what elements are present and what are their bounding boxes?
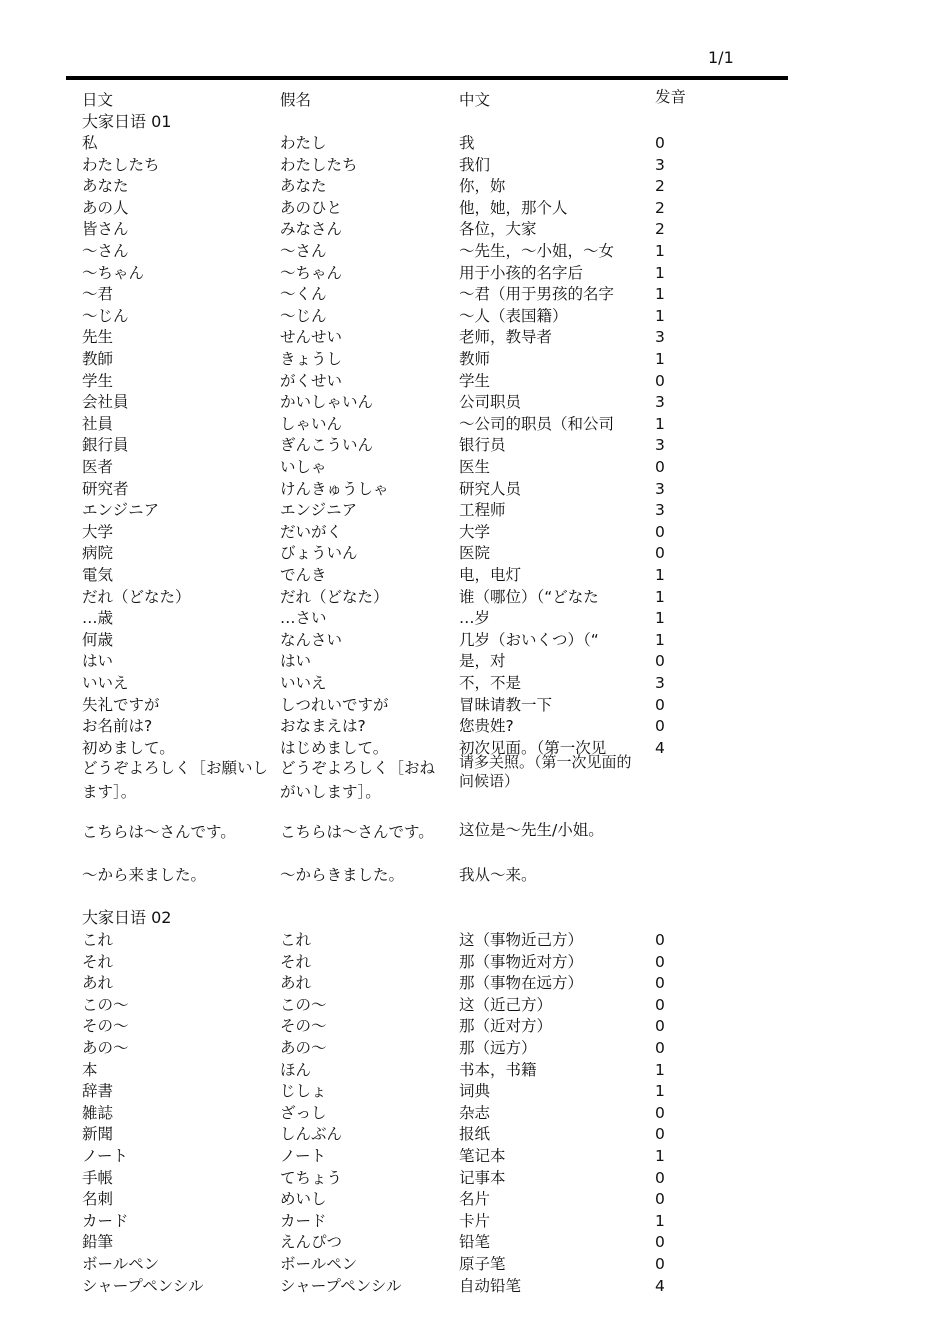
vocab-japanese: 銀行員 [82,436,129,455]
vocab-kana: せんせい [280,328,343,347]
vocab-chinese: 那（远方） [459,1039,537,1057]
vocab-japanese: 手帳 [82,1168,114,1187]
vocab-pronunciation: 1 [655,285,665,304]
vocab-pronunciation: 1 [655,414,665,433]
header-kana: 假名 [280,91,312,109]
vocab-japanese: …歳 [82,609,114,628]
vocab-japanese: 初めまして。 [82,738,175,757]
vocab-kana: がくせい [280,371,343,390]
vocab-pronunciation: 0 [655,717,665,736]
vocab-kana: …さい [280,609,327,628]
vocab-chinese: 自动铅笔 [459,1276,522,1295]
vocab-japanese: これ [82,931,114,949]
vocab-pronunciation: 1 [655,587,665,606]
vocab-pronunciation: 3 [655,328,665,347]
vocab-chinese: 教师 [459,350,491,368]
vocab-japanese: シャープペンシル [82,1276,204,1295]
vocab-kana: ～さん [280,242,327,260]
vocab-kana: でんき [280,566,327,584]
vocab-pronunciation: 0 [655,134,665,152]
vocab-japanese: その～ [82,1017,129,1036]
vocab-chinese: ～公司的职员（和公司 [459,414,615,433]
vocab-pronunciation: 1 [655,1147,665,1165]
vocab-chinese: 书本，书籍 [459,1060,537,1079]
vocab-japanese: お名前は? [82,717,153,736]
vocab-japanese: カード [82,1211,129,1230]
vocab-kana: ほん [280,1060,312,1079]
vocab-pronunciation: 0 [655,1103,665,1122]
vocab-chinese: 谁（哪位）（“どなた [459,587,599,606]
vocab-chinese: 铅笔 [459,1233,491,1252]
vocab-chinese: 冒昧请教一下 [459,695,553,714]
vocab-japanese: 失礼ですが [82,695,160,714]
vocab-kana: えんぴつ [280,1233,343,1252]
vocab-chinese: 大学 [459,522,491,541]
vocab-japanese: ～ちゃん [82,263,145,282]
vocab-japanese: 何歳 [82,630,114,649]
vocab-chinese: 这（近己方） [459,995,553,1014]
vocab-kana: ～ちゃん [280,263,343,282]
vocab-chinese: 几岁（おいくつ）（“ [459,630,599,649]
vocab-pronunciation: 1 [655,242,665,260]
vocab-kana: その～ [280,1017,327,1036]
vocab-kana: それ [280,952,312,971]
vocab-kana: なんさい [280,630,343,649]
vocab-kana: エンジニア [280,501,358,520]
vocab-kana: だいがく [280,522,343,541]
vocab-kana: あの～ [280,1039,327,1057]
vocab-kana: おなまえは? [280,717,366,736]
vocab-pronunciation: 1 [655,350,665,368]
vocab-chinese: 那（事物近对方） [459,952,584,971]
vocab-japanese: あれ [82,974,114,993]
vocab-pronunciation: 3 [655,479,665,498]
header-chinese: 中文 [459,91,491,109]
vocab-kana: しんぶん [280,1125,343,1144]
vocab-japanese: 電気 [82,566,114,584]
vocab-chinese: ～人（表国籍） [459,306,568,325]
vocab-chinese: …岁 [459,609,491,628]
vocab-chinese: 他，她，那个人 [459,198,568,217]
vocab-pronunciation: 0 [655,652,665,671]
vocab-japanese: いいえ [82,674,129,692]
vocab-japanese: 雑誌 [82,1103,114,1122]
vocab-japanese: 会社員 [82,393,129,412]
vocab-japanese: 鉛筆 [82,1233,114,1252]
vocab-kana: きょうし [280,350,343,368]
vocab-chinese: 各位，大家 [459,220,537,239]
vocab-kana: あのひと [280,198,343,217]
vocab-kana: はじめまして。 [280,738,389,757]
vocab-japanese: 社員 [82,414,114,433]
vocab-chinese: 老师，教导者 [459,328,553,347]
vocab-pronunciation: 4 [655,738,665,757]
vocab-chinese: 您贵姓? [459,717,514,736]
vocab-pronunciation: 3 [655,674,665,692]
vocab-pronunciation: 0 [655,952,665,971]
multi-row-kana: こちらは～さんです。 [280,823,434,841]
vocab-pronunciation: 2 [655,198,665,217]
vocab-japanese: 私 [82,134,98,152]
vocab-kana: カード [280,1211,327,1230]
vocab-pronunciation: 0 [655,1190,665,1209]
vocab-kana: しつれいですが [280,695,389,714]
vocab-kana: いしゃ [280,458,327,476]
header-japanese: 日文 [82,91,114,109]
vocab-chinese: 医生 [459,458,491,476]
vocab-kana: だれ（どなた） [280,587,389,606]
vocab-chinese: 电，电灯 [459,566,522,584]
vocab-chinese: 笔记本 [459,1147,506,1165]
vocab-pronunciation: 0 [655,1039,665,1057]
vocab-pronunciation: 0 [655,995,665,1014]
vocab-japanese: 辞書 [82,1082,114,1101]
vocab-kana: しゃいん [280,414,343,433]
vocab-japanese: ノート [82,1147,129,1165]
vocab-pronunciation: 0 [655,1125,665,1144]
vocab-chinese: 银行员 [459,436,506,455]
vocab-japanese: ボールペン [82,1255,160,1273]
vocab-kana: ボールペン [280,1255,358,1273]
vocab-pronunciation: 3 [655,436,665,455]
vocab-kana: てちょう [280,1168,343,1187]
vocab-chinese: ～君（用于男孩的名字 [459,285,615,304]
vocab-japanese: 皆さん [82,220,129,239]
vocab-chinese: 那（事物在远方） [459,974,584,993]
vocab-pronunciation: 1 [655,1060,665,1079]
vocab-pronunciation: 0 [655,544,665,563]
vocab-chinese: 卡片 [459,1211,491,1230]
vocab-japanese: エンジニア [82,501,160,520]
vocab-japanese: だれ（どなた） [82,587,191,606]
multi-row-chinese: 这位是～先生/小姐。 [459,821,604,839]
vocab-kana: ノート [280,1147,327,1165]
vocab-chinese: ～先生，～小姐，～女 [459,242,615,260]
vocab-kana: これ [280,931,312,949]
multi-row-chinese: 请多关照。（第一次见面的问候语） [459,753,632,790]
vocab-japanese: この～ [82,995,129,1014]
vocab-chinese: 词典 [459,1082,491,1101]
vocab-chinese: 我 [459,134,475,152]
multi-row-kana: ～からきました。 [280,866,405,884]
vocab-pronunciation: 0 [655,458,665,476]
vocab-chinese: 我们 [459,155,491,174]
vocab-pronunciation: 0 [655,931,665,949]
vocab-chinese: 公司职员 [459,393,522,412]
vocab-chinese: 不，不是 [459,674,522,692]
vocab-chinese: 医院 [459,544,491,563]
vocab-chinese: 杂志 [459,1103,491,1122]
vocab-japanese: ～君 [82,285,114,304]
vocab-pronunciation: 0 [655,1233,665,1252]
vocab-japanese: ～じん [82,306,129,325]
multi-row-japanese: こちらは～さんです。 [82,823,236,841]
vocab-kana: ～じん [280,306,327,325]
vocab-pronunciation: 1 [655,1082,665,1101]
vocab-pronunciation: 1 [655,566,665,584]
vocab-chinese: 学生 [459,371,491,390]
vocab-chinese: 研究人员 [459,479,522,498]
vocab-pronunciation: 0 [655,695,665,714]
vocab-japanese: 新聞 [82,1125,114,1144]
vocab-japanese: 学生 [82,371,114,390]
vocab-japanese: わたしたち [82,155,160,174]
vocab-japanese: あの～ [82,1039,129,1057]
vocab-chinese: 工程师 [459,501,506,520]
vocab-kana: じしょ [280,1082,327,1101]
vocab-chinese: 那（近对方） [459,1017,553,1036]
vocab-pronunciation: 1 [655,263,665,282]
vocab-japanese: 先生 [82,328,114,347]
vocab-pronunciation: 1 [655,609,665,628]
vocab-chinese: 是，对 [459,652,506,671]
section-title: 大家日语 02 [82,908,172,927]
vocab-japanese: 大学 [82,522,114,541]
vocab-kana: ざっし [280,1103,327,1122]
vocab-chinese: 名片 [459,1190,491,1209]
vocab-pronunciation: 1 [655,306,665,325]
vocab-pronunciation: 0 [655,974,665,993]
vocab-kana: あなた [280,177,327,196]
vocab-japanese: 研究者 [82,479,129,498]
vocab-kana: わたしたち [280,155,358,174]
vocab-pronunciation: 2 [655,220,665,239]
vocab-chinese: 报纸 [459,1125,491,1144]
vocab-pronunciation: 0 [655,522,665,541]
vocab-pronunciation: 0 [655,1255,665,1273]
vocab-kana: はい [280,652,312,671]
vocab-kana: この～ [280,995,327,1014]
vocab-pronunciation: 0 [655,371,665,390]
vocab-chinese: 记事本 [459,1168,506,1187]
vocab-kana: けんきゅうしゃ [280,479,389,498]
vocab-japanese: 名刺 [82,1190,114,1209]
vocab-kana: わたし [280,134,327,152]
vocab-japanese: 医者 [82,458,114,476]
multi-row-japanese: どうぞよろしく［お願いします］。 [82,759,269,801]
multi-row-japanese: ～から来ました。 [82,866,207,884]
vocab-pronunciation: 1 [655,1211,665,1230]
vocab-kana: ぎんこういん [280,436,374,455]
vocab-pronunciation: 4 [655,1276,665,1295]
vocab-japanese: それ [82,952,114,971]
vocab-kana: シャープペンシル [280,1276,402,1295]
vocab-japanese: あなた [82,177,129,196]
vocab-pronunciation: 3 [655,393,665,412]
vocab-pronunciation: 0 [655,1168,665,1187]
vocab-japanese: はい [82,652,114,671]
vocab-pronunciation: 2 [655,177,665,196]
vocab-japanese: 本 [82,1060,98,1079]
vocab-pronunciation: 3 [655,155,665,174]
vocab-pronunciation: 0 [655,1017,665,1036]
vocab-chinese: 你，妳 [459,177,506,196]
page-number: 1/1 [708,48,734,67]
vocab-pronunciation: 3 [655,501,665,520]
section-title: 大家日语 01 [82,112,172,131]
vocab-chinese: 用于小孩的名字后 [459,263,584,282]
vocab-kana: びょういん [280,544,358,563]
vocab-kana: みなさん [280,220,343,239]
vocab-pronunciation: 1 [655,630,665,649]
multi-row-kana: どうぞよろしく［おねがいします］。 [280,759,436,801]
header-rule [66,76,788,80]
vocab-kana: ～くん [280,285,327,304]
vocab-kana: いいえ [280,674,327,692]
vocab-kana: あれ [280,974,312,993]
vocab-chinese: 原子笔 [459,1255,506,1273]
multi-row-chinese: 我从～来。 [459,866,537,884]
vocab-japanese: 教師 [82,350,114,368]
vocab-kana: めいし [280,1190,327,1209]
vocab-chinese: 初次见面。（第一次见 [459,738,607,757]
vocab-japanese: 病院 [82,544,114,563]
vocab-kana: かいしゃいん [280,393,374,412]
header-pronunciation: 发音 [655,88,687,106]
vocab-chinese: 这（事物近己方） [459,931,584,949]
vocab-japanese: あの人 [82,198,129,217]
vocab-japanese: ～さん [82,242,129,260]
